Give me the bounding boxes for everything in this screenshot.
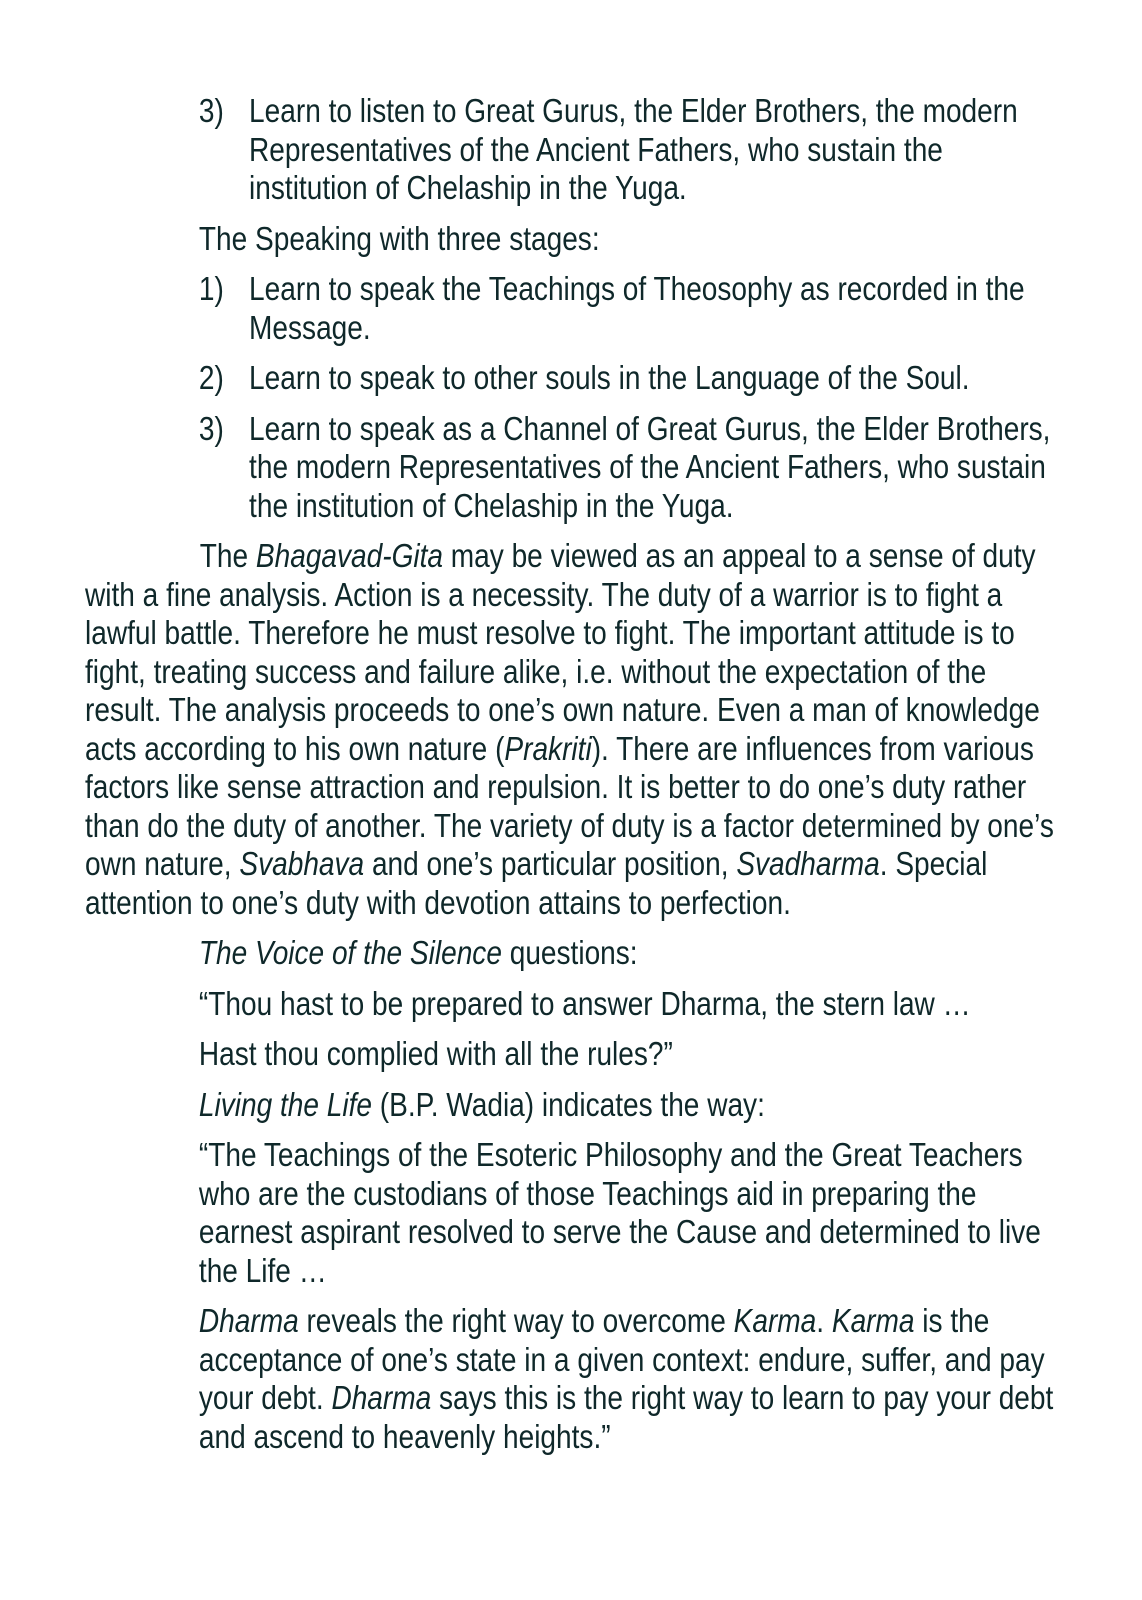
- living-the-life-lead: Living the Life (B.P. Wadia) indicates the way:: [198, 1085, 765, 1123]
- list-item-listen-3: [199, 92, 1063, 208]
- list-item-marker: 1): [198, 270, 224, 307]
- list-item-text: Learn to speak the Teachings of Theosophy as recorded in the Message.: [249, 270, 1025, 346]
- list-item-text: Learn to speak to other souls in the Language of the Soul.: [249, 359, 970, 396]
- quote-thou-hast: “Thou hast to be prepared to answer Dharma, the stern law …: [198, 984, 971, 1022]
- list-item-text: Learn to speak as a Channel of Great Gurus, the Elder Brothers, the modern Representatives of the Ancient Fathers, who sustain the institution of Chelaship in the Yuga.: [249, 409, 1051, 524]
- voice-of-silence-lead: The Voice of the Silence questions:: [198, 934, 638, 971]
- quote-esoteric-teachings: “The Teachings of the Esoteric Philosophy and the Great Teachers who are the custodians of those Teachings aid in preparing the earnest aspirant resolved to serve the Cause and determined to live the Life …: [198, 1136, 1041, 1289]
- text-column: [85, 92, 1063, 1468]
- list-item-speak-3: [199, 410, 1063, 526]
- quote-hast-thou-complied: Hast thou complied with all the rules?”: [198, 1035, 673, 1072]
- list-item-text: Learn to listen to Great Gurus, the Elder Brothers, the modern Representatives of the Ancient Fathers, who sustain the institution of Chelaship in the Yuga.: [249, 92, 1018, 206]
- dharma-karma-paragraph: Dharma reveals the right way to overcome Karma. Karma is the acceptance of one’s state in a given context: endure, suffer, and pay your debt. Dharma says this is the right way to learn to pay your debt and ascend to heavenly heights.”: [198, 1302, 1054, 1455]
- list-item-marker: 3): [198, 409, 224, 447]
- list-item-marker: 2): [198, 359, 224, 396]
- speaking-stages-lead: The Speaking with three stages:: [198, 219, 600, 257]
- list-item-marker: 3): [198, 92, 224, 129]
- bhagavad-gita-paragraph: The Bhagavad-Gita may be viewed as an appeal to a sense of duty with a fine analysis. Action is a necessity. The duty of a warrior is to fight a lawful battle. Therefore he must resolve to fight. The important attitude is to fight, treating success and failure alike, i.e. without the expectation of the result. The analysis proceeds to one’s own nature. Even a man of knowledge acts according to his own nature (Prakriti). There are influences from various factors like sense attraction and repulsion. It is better to do one’s duty rather than do the duty of another. The variety of duty is a factor determined by one’s own nature, Svabhava and one’s particular position, Svadharma. Special attention to one’s duty with devotion attains to perfection.: [85, 537, 1054, 921]
- list-item-speak-2: [199, 359, 1063, 398]
- list-item-speak-1: [199, 270, 1063, 347]
